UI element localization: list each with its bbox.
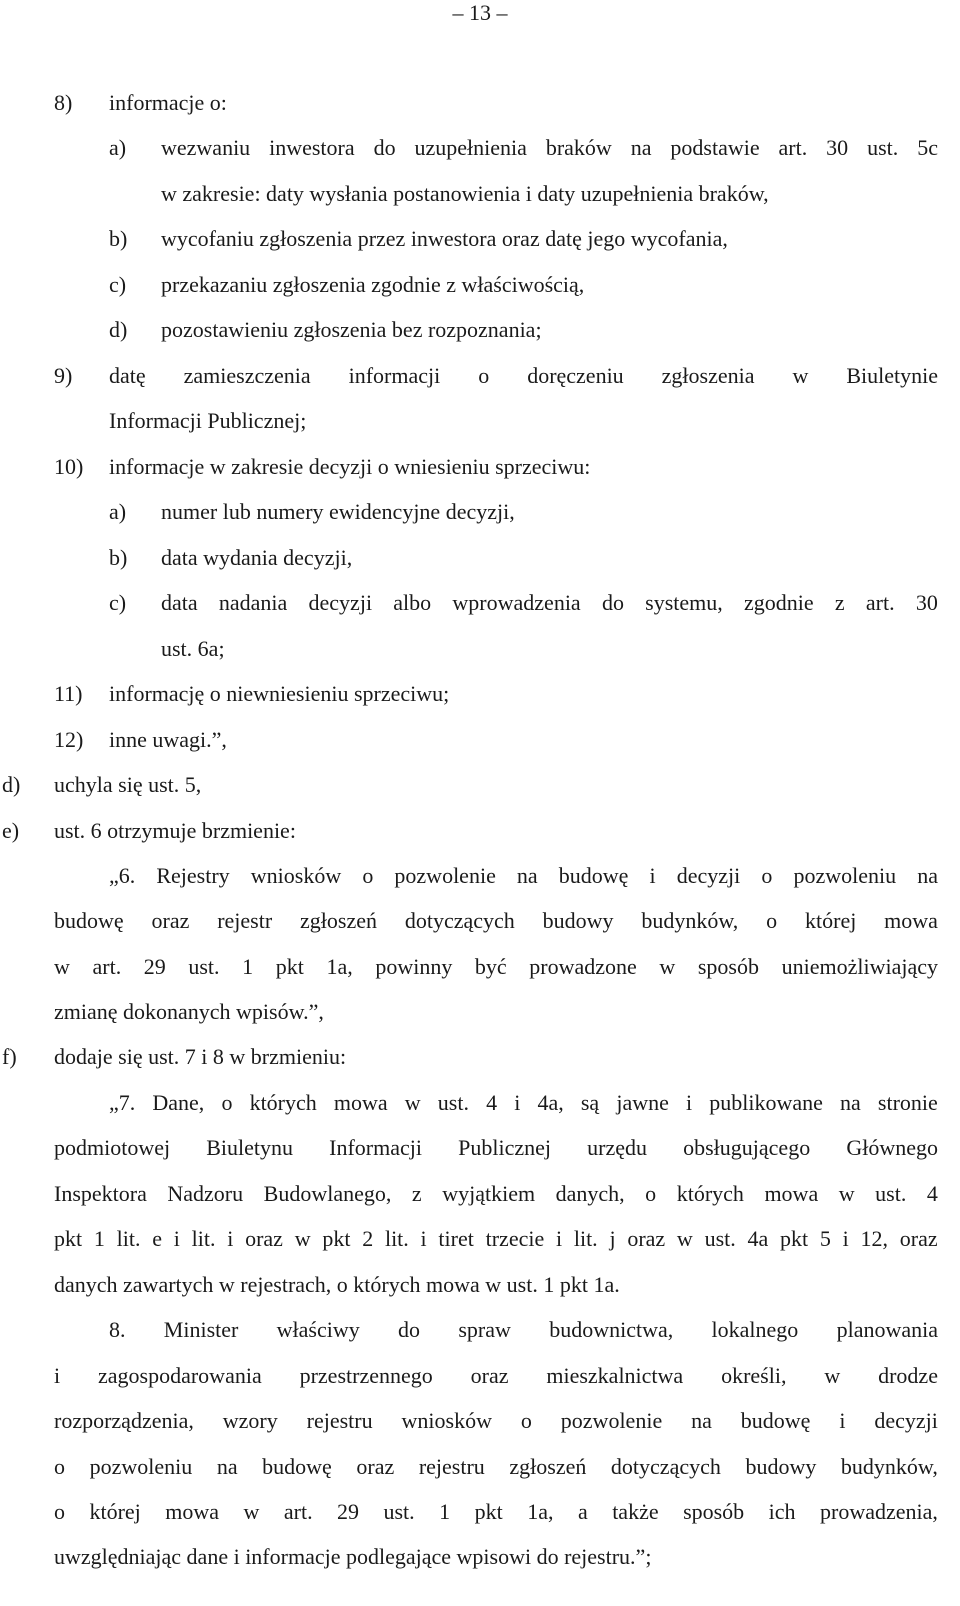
word: o: [478, 363, 490, 388]
item-12-text: inne uwagi.”,: [109, 727, 227, 752]
word: pozwolenie: [560, 1408, 663, 1433]
word: 12,: [860, 1226, 889, 1251]
word: lit.: [573, 1226, 598, 1251]
word: budownictwa,: [549, 1317, 674, 1342]
word: i: [420, 1226, 427, 1251]
ust7-line3: [54, 1180, 938, 1208]
word: decyzji: [308, 590, 373, 615]
word: „6.: [109, 863, 136, 888]
word: sposób: [697, 954, 759, 979]
word: spraw: [458, 1317, 511, 1342]
word: Głównego: [846, 1135, 938, 1160]
letter-f-text: dodaje się ust. 7 i 8 w brzmieniu:: [54, 1044, 347, 1069]
word: pozwolenie: [394, 863, 496, 888]
item-10c-marker: c): [109, 590, 127, 615]
word: informacji: [348, 363, 441, 388]
word: na: [516, 863, 538, 888]
word: stronie: [877, 1090, 938, 1115]
word: budynków,: [641, 908, 739, 933]
item-9-line2: Informacji Publicznej;: [109, 408, 307, 433]
word: art.: [778, 135, 808, 160]
word: pozwoleniu: [89, 1454, 193, 1479]
word: rejestru: [306, 1408, 373, 1433]
word: uzupełnienia: [414, 135, 527, 160]
item-8-text: informacje o:: [109, 90, 227, 115]
word: i: [649, 863, 656, 888]
item-10c-line2: ust. 6a;: [161, 636, 225, 661]
word: wzory: [222, 1408, 278, 1433]
word: zgłoszeń: [300, 908, 377, 933]
word: 4a: [747, 1226, 769, 1251]
word: 1a,: [527, 1499, 554, 1524]
word: oraz: [245, 1226, 283, 1251]
word: Informacji: [329, 1135, 422, 1160]
word: systemu,: [645, 590, 723, 615]
word: rejestru: [418, 1454, 485, 1479]
letter-d-text: uchyla się ust. 5,: [54, 772, 202, 797]
word: oraz: [356, 1454, 395, 1479]
word: lit.: [384, 1226, 409, 1251]
word: budowę: [740, 1408, 811, 1433]
word: na: [691, 1408, 712, 1433]
word: wezwaniu: [161, 135, 251, 160]
item-10a-marker: a): [109, 499, 127, 524]
word: o: [54, 1454, 65, 1479]
word: art.: [92, 954, 122, 979]
word: na: [917, 863, 938, 888]
word: w: [824, 1363, 841, 1388]
word: i: [54, 1363, 61, 1388]
word: braków: [545, 135, 612, 160]
word: do: [373, 135, 396, 160]
word: pkt: [54, 1226, 83, 1251]
letter-d-marker: d): [2, 772, 21, 797]
word: pkt: [780, 1226, 809, 1251]
word: decyzji: [874, 1408, 938, 1433]
word: do: [398, 1317, 421, 1342]
item-8b-text: wycofaniu zgłoszenia przez inwestora oraz datę jego wycofania,: [161, 226, 728, 251]
word: mieszkalnictwa: [546, 1363, 684, 1388]
word: o: [362, 863, 374, 888]
word: w: [792, 363, 809, 388]
word: na: [840, 1090, 861, 1115]
word: nadania: [218, 590, 288, 615]
word: o: [761, 863, 773, 888]
ust7-line5: danych zawartych w rejestrach, o których mowa w ust. 1 pkt 1a.: [54, 1272, 620, 1297]
word: pkt: [474, 1499, 503, 1524]
word: o: [54, 1499, 65, 1524]
word: w: [659, 954, 676, 979]
word: ust.: [875, 1181, 907, 1206]
word: w: [404, 1090, 421, 1115]
word: pkt: [275, 954, 304, 979]
word: zagospodarowania: [98, 1363, 262, 1388]
word: oraz: [899, 1226, 938, 1251]
letter-e-text: ust. 6 otrzymuje brzmienie:: [54, 818, 296, 843]
item-8a-marker: a): [109, 135, 127, 160]
word: i: [842, 1226, 849, 1251]
word: budowę: [558, 863, 629, 888]
word: także: [612, 1499, 659, 1524]
word: 5c: [917, 135, 938, 160]
word: w: [243, 1499, 260, 1524]
word: prowadzone: [529, 954, 637, 979]
word: oraz: [627, 1226, 666, 1251]
word: budynków,: [840, 1454, 938, 1479]
word: zgłoszeń: [509, 1454, 587, 1479]
ust8-line2: [54, 1362, 938, 1390]
word: zamieszczenia: [183, 363, 311, 388]
word: decyzji: [676, 863, 741, 888]
word: wniosków: [250, 863, 342, 888]
word: w: [54, 954, 70, 979]
word: oraz: [151, 908, 190, 933]
word: jawne: [616, 1090, 669, 1115]
word: podmiotowej: [54, 1135, 171, 1160]
word: 1: [439, 1499, 451, 1524]
word: właściwy: [276, 1317, 360, 1342]
word: mowa: [333, 1090, 388, 1115]
word: trzecie: [485, 1226, 545, 1251]
item-8c-text: przekazaniu zgłoszenia zgodnie z właściwością,: [161, 272, 585, 297]
letter-f-marker: f): [2, 1044, 17, 1069]
word: mowa: [764, 1181, 819, 1206]
item-9-marker: 9): [54, 363, 73, 388]
word: j: [609, 1226, 616, 1251]
word: 4: [926, 1181, 938, 1206]
word: Minister: [163, 1317, 239, 1342]
word: i: [839, 1408, 846, 1433]
word: tiret: [438, 1226, 474, 1251]
word: być: [474, 954, 507, 979]
word: ust.: [867, 135, 899, 160]
word: Rejestry: [156, 863, 230, 888]
word: Publicznej: [458, 1135, 551, 1160]
item-8d-marker: d): [109, 317, 128, 342]
ust7-line4: [54, 1225, 938, 1253]
word: budowę: [54, 908, 124, 933]
word: „7.: [109, 1090, 136, 1115]
word: Biuletynie: [846, 363, 938, 388]
word: o: [221, 1090, 233, 1115]
word: ich: [768, 1499, 796, 1524]
word: Nadzoru: [167, 1181, 244, 1206]
item-9-line1: [109, 362, 938, 390]
word: której: [89, 1499, 141, 1524]
word: z: [411, 1181, 422, 1206]
word: Dane,: [152, 1090, 205, 1115]
ust8-line6: uwzględniając dane i informacje podlegające wpisowi do rejestru.”;: [54, 1544, 652, 1569]
word: w: [838, 1181, 855, 1206]
item-10a-text: numer lub numery ewidencyjne decyzji,: [161, 499, 515, 524]
word: powinny: [375, 954, 453, 979]
ust7-line1: [109, 1089, 938, 1117]
word: lokalnego: [711, 1317, 799, 1342]
word: Biuletynu: [206, 1135, 294, 1160]
word: przestrzennego: [299, 1363, 433, 1388]
word: 1a,: [326, 954, 353, 979]
word: i: [514, 1090, 521, 1115]
ust8-line5: [54, 1498, 938, 1526]
ust6-line3: [54, 953, 938, 981]
word: ust.: [383, 1499, 415, 1524]
ust8-line4: [54, 1453, 938, 1481]
word: i: [685, 1090, 693, 1115]
item-10-marker: 10): [54, 454, 84, 479]
word: są: [580, 1090, 600, 1115]
item-12-marker: 12): [54, 727, 84, 752]
word: 30: [826, 135, 849, 160]
word: inwestora: [269, 135, 355, 160]
word: 8.: [109, 1317, 126, 1342]
word: do: [601, 590, 624, 615]
word: 1: [93, 1226, 105, 1251]
word: danych,: [555, 1181, 625, 1206]
word: planowania: [836, 1317, 938, 1342]
word: a: [577, 1499, 588, 1524]
word: na: [630, 135, 652, 160]
word: 5: [819, 1226, 831, 1251]
ust6-line1: [109, 862, 938, 890]
word: ust.: [188, 954, 220, 979]
word: z: [834, 590, 845, 615]
item-10b-text: data wydania decyzji,: [161, 545, 353, 570]
word: 29: [143, 954, 166, 979]
item-8b-marker: b): [109, 226, 128, 251]
word: Inspektora: [54, 1181, 147, 1206]
word: 4a,: [537, 1090, 564, 1115]
word: wniosków: [401, 1408, 492, 1433]
word: podstawie: [670, 135, 760, 160]
word: 4: [486, 1090, 498, 1115]
word: mowa: [165, 1499, 220, 1524]
word: zgłoszenia: [661, 363, 755, 388]
word: drodze: [878, 1363, 938, 1388]
word: wprowadzenia: [452, 590, 581, 615]
word: oraz: [470, 1363, 509, 1388]
page-number: – 13 –: [452, 0, 508, 25]
word: e: [152, 1226, 162, 1251]
item-8d-text: pozostawieniu zgłoszenia bez rozpoznania;: [161, 317, 542, 342]
item-10b-marker: b): [109, 545, 128, 570]
word: lit.: [191, 1226, 216, 1251]
item-11-text: informację o niewniesieniu sprzeciwu;: [109, 681, 450, 706]
item-8a-line2: w zakresie: daty wysłania postanowienia i daty uzupełnienia braków,: [161, 181, 769, 206]
word: budowę: [262, 1454, 332, 1479]
word: w: [676, 1226, 693, 1251]
word: art.: [283, 1499, 313, 1524]
word: której: [805, 908, 857, 933]
word: budowy: [745, 1454, 817, 1479]
word: dotyczących: [610, 1454, 721, 1479]
word: zgodnie: [744, 590, 814, 615]
word: których: [676, 1181, 744, 1206]
word: doręczeniu: [527, 363, 624, 388]
letter-e-marker: e): [2, 818, 20, 843]
item-8-marker: 8): [54, 90, 73, 115]
word: 1: [242, 954, 254, 979]
word: wyjątkiem: [442, 1181, 536, 1206]
word: rozporządzenia,: [54, 1408, 194, 1433]
word: dotyczących: [404, 908, 515, 933]
word: albo: [393, 590, 432, 615]
word: Budowlanego,: [263, 1181, 392, 1206]
word: o: [766, 908, 778, 933]
word: lit.: [116, 1226, 141, 1251]
word: obsługującego: [683, 1135, 811, 1160]
word: w: [294, 1226, 311, 1251]
word: określi,: [721, 1363, 787, 1388]
word: pozwoleniu: [793, 863, 897, 888]
word: których: [249, 1090, 317, 1115]
word: sposób: [683, 1499, 745, 1524]
word: budowy: [542, 908, 614, 933]
word: prowadzenia,: [820, 1499, 938, 1524]
word: o: [520, 1408, 532, 1433]
word: uniemożliwiający: [781, 954, 938, 979]
ust6-line4: zmianę dokonanych wpisów.”,: [54, 999, 324, 1024]
ust7-line2: [54, 1134, 938, 1162]
word: 2: [362, 1226, 374, 1251]
word: publikowane: [709, 1090, 823, 1115]
word: rejestr: [217, 908, 273, 933]
word: ust.: [704, 1226, 736, 1251]
ust6-line2: [54, 907, 938, 935]
word: 29: [337, 1499, 360, 1524]
word: data: [161, 590, 198, 615]
word: 30: [915, 590, 938, 615]
word: pkt: [322, 1226, 351, 1251]
word: ust.: [437, 1090, 469, 1115]
item-10-text: informacje w zakresie decyzji o wniesieniu sprzeciwu:: [109, 454, 591, 479]
word: datę: [109, 363, 146, 388]
word: i: [555, 1226, 563, 1251]
item-10c-line1: [161, 589, 938, 617]
ust8-line3: [54, 1407, 938, 1435]
word: mowa: [884, 908, 938, 933]
word: urzędu: [587, 1135, 647, 1160]
word: o: [645, 1181, 657, 1206]
item-8c-marker: c): [109, 272, 127, 297]
word: art.: [865, 590, 895, 615]
item-11-marker: 11): [54, 681, 83, 706]
ust8-line1: [109, 1316, 938, 1344]
item-8a-line1: [161, 134, 938, 162]
word: i: [173, 1226, 180, 1251]
word: na: [216, 1454, 238, 1479]
word: i: [227, 1226, 234, 1251]
